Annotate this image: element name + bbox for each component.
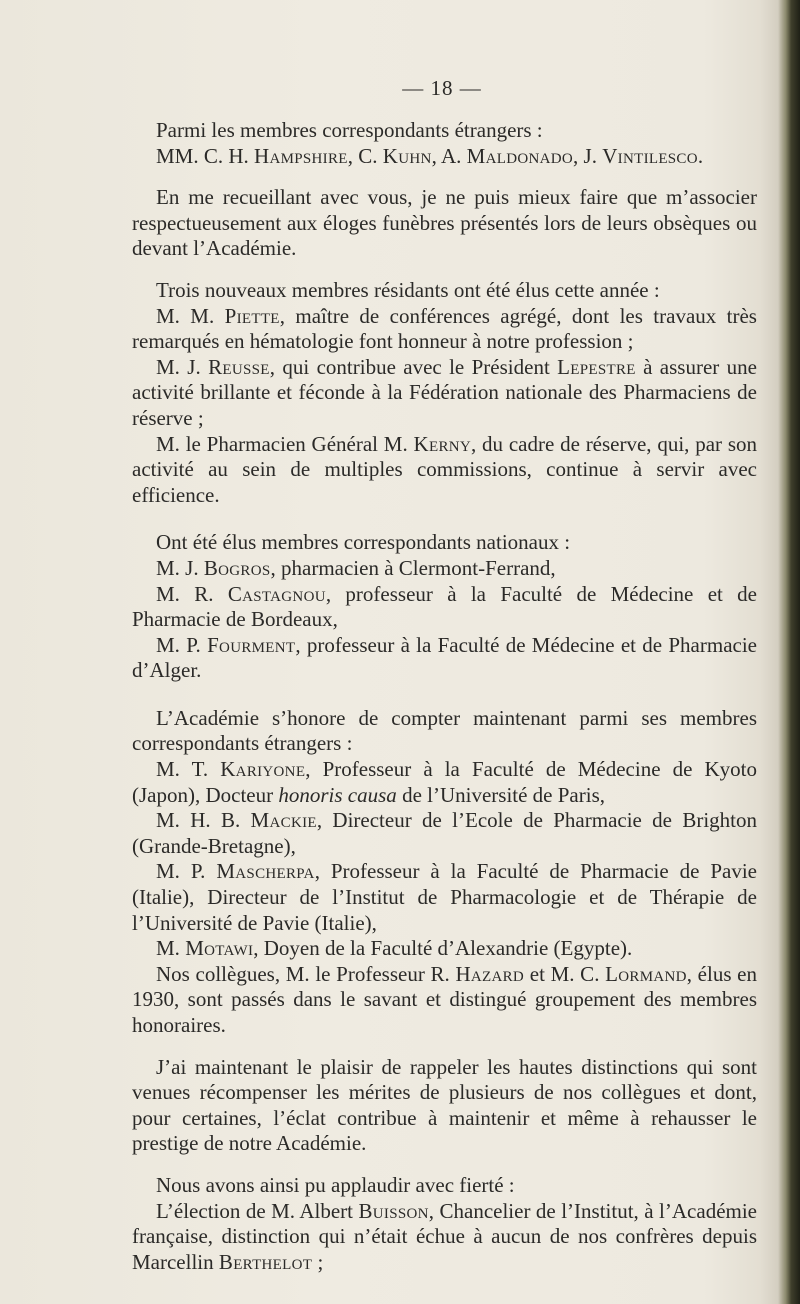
text-run: , A. — [431, 143, 467, 168]
text-run: M. T. — [156, 757, 221, 782]
person-name: Berthelot — [218, 1249, 313, 1274]
text-run: à assurer une activité brillante et féconde à la Fédération nationale des Pharmaciens de réserve ; — [132, 354, 757, 430]
text-run: , professeur à la Faculté de Médecine et de Pharmacie de Bordeaux, — [132, 581, 757, 632]
text-run: Trois nouveaux membres résidants ont été élus cette année : — [156, 277, 660, 302]
paragraph — [132, 432, 757, 509]
paragraph — [132, 1199, 757, 1276]
person-name: Reusse — [208, 354, 270, 379]
text-run: de l’Université de Paris, — [396, 782, 606, 807]
text-run: M. J. — [156, 555, 204, 580]
text-run: M. M. — [156, 303, 225, 328]
text-run: M. — [156, 936, 186, 961]
text-run: , élus en 1930, sont passés dans le savant et distingué groupement des membres honoraires. — [132, 961, 757, 1037]
page-number: — 18 — — [402, 76, 482, 100]
paragraph — [132, 530, 757, 556]
text-run: Parmi les membres correspondants étrangers : — [156, 118, 543, 142]
person-name: Buisson — [358, 1198, 429, 1223]
paragraph — [132, 633, 757, 684]
text-run: , J. — [573, 143, 603, 168]
text-run: M. P. — [156, 859, 217, 884]
person-name: Piette — [224, 303, 280, 328]
paragraph — [132, 556, 757, 582]
person-name: Lormand — [605, 961, 687, 986]
person-name: Fourment — [207, 632, 296, 657]
paragraph — [132, 1055, 757, 1157]
person-name: Castagnou — [227, 581, 326, 606]
text-run: , Directeur de l’Ecole de Pharmacie de Brighton (Grande-Bretagne), — [132, 808, 757, 858]
text-run: L’élection de M. Albert — [156, 1198, 359, 1223]
text-run: Nos collègues, M. le Professeur R. — [156, 961, 456, 986]
text-run: MM. C. H. — [156, 143, 255, 168]
text-run: L’Académie s’honore de compter maintenant parmi ses membres correspondants étrangers : — [132, 705, 757, 756]
person-name: Hazard — [455, 961, 525, 986]
paragraph — [132, 757, 757, 808]
text-run: , pharmacien à Clermont-Ferrand, — [270, 555, 556, 580]
text-run: , Professeur à la Faculté de Pharmacie de Pavie (Italie), Directeur de l’Institut de Pharmacologie et de Thérapie de l’Université de Pavie (Italie), — [132, 859, 757, 935]
paragraph — [132, 936, 757, 962]
text-run: Nous avons ainsi pu applaudir avec fierté : — [156, 1172, 515, 1197]
text-run: et M. C. — [524, 961, 606, 986]
person-name: Hampshire — [254, 143, 348, 168]
text-run: , maître de conférences agrégé, dont les travaux très remarqués en hématologie font honneur à notre profession ; — [132, 303, 757, 354]
person-name: Kerny — [413, 431, 472, 456]
italic-phrase: honoris causa — [278, 782, 397, 807]
text-run: M. H. B. — [156, 808, 251, 833]
paragraph — [132, 1173, 757, 1199]
text-run: J’ai maintenant le plaisir de rappeler les hautes distinctions qui sont venues récompenser les mérites de plusieurs de nos collègues et dont, pour certaines, l’éclat contribue à maintenir et même à rehausser le prestige de notre Académie. — [132, 1054, 757, 1156]
person-name: Lepestre — [557, 354, 636, 379]
paragraph — [132, 355, 757, 432]
person-name: Vintilesco — [602, 143, 698, 168]
paragraph — [132, 304, 757, 355]
text-run: , C. — [347, 143, 383, 168]
text-run: , du cadre de réserve, qui, par son activité au sein de multiples commissions, continue à servir avec efficience. — [132, 431, 757, 507]
person-name: Kuhn — [382, 143, 432, 168]
text-run: Ont été élus membres correspondants nationaux : — [156, 530, 571, 555]
person-name: Maldonado — [466, 143, 574, 168]
paragraph — [132, 962, 757, 1039]
text-run: M. le Pharmacien Général M. — [156, 431, 414, 456]
text-run: , professeur à la Faculté de Médecine et de Pharmacie d’Alger. — [132, 632, 757, 683]
text-run: M. J. — [156, 354, 209, 379]
text-run: M. R. — [156, 581, 228, 606]
text-run: En me recueillant avec vous, je ne puis mieux faire que m’associer respectueusement aux éloges funèbres présentés lors de leurs obsèques ou devant l’Académie. — [132, 185, 757, 261]
text-run: , Professeur à la Faculté de Médecine de Kyoto (Japon), Docteur — [132, 757, 757, 807]
text-run: , Doyen de la Faculté d’Alexandrie (Egypte). — [253, 936, 633, 961]
page-edge-shadow — [778, 0, 800, 1304]
person-name: Bogros — [203, 555, 271, 580]
person-name: Kariyone — [220, 757, 306, 782]
text-run: M. P. — [156, 632, 208, 657]
body-text — [132, 118, 757, 1275]
paragraph — [132, 808, 757, 859]
text-run: , qui contribue avec le Président — [269, 354, 558, 379]
paragraph — [132, 278, 757, 304]
paragraph — [132, 582, 757, 633]
text-run: ; — [312, 1249, 324, 1274]
person-name: Mascherpa — [216, 859, 315, 884]
text-run: , Chancelier de l’Institut, à l’Académie française, distinction qui n’était échue à aucun de nos confrères depuis Marcellin — [132, 1198, 758, 1274]
person-name: Motawi — [185, 936, 254, 961]
text-run: . — [697, 143, 704, 168]
paragraph — [132, 185, 757, 262]
paragraph — [132, 118, 757, 144]
paragraph — [132, 706, 757, 757]
person-name: Mackie — [250, 808, 317, 833]
paragraph — [132, 144, 757, 170]
paragraph — [132, 859, 757, 936]
